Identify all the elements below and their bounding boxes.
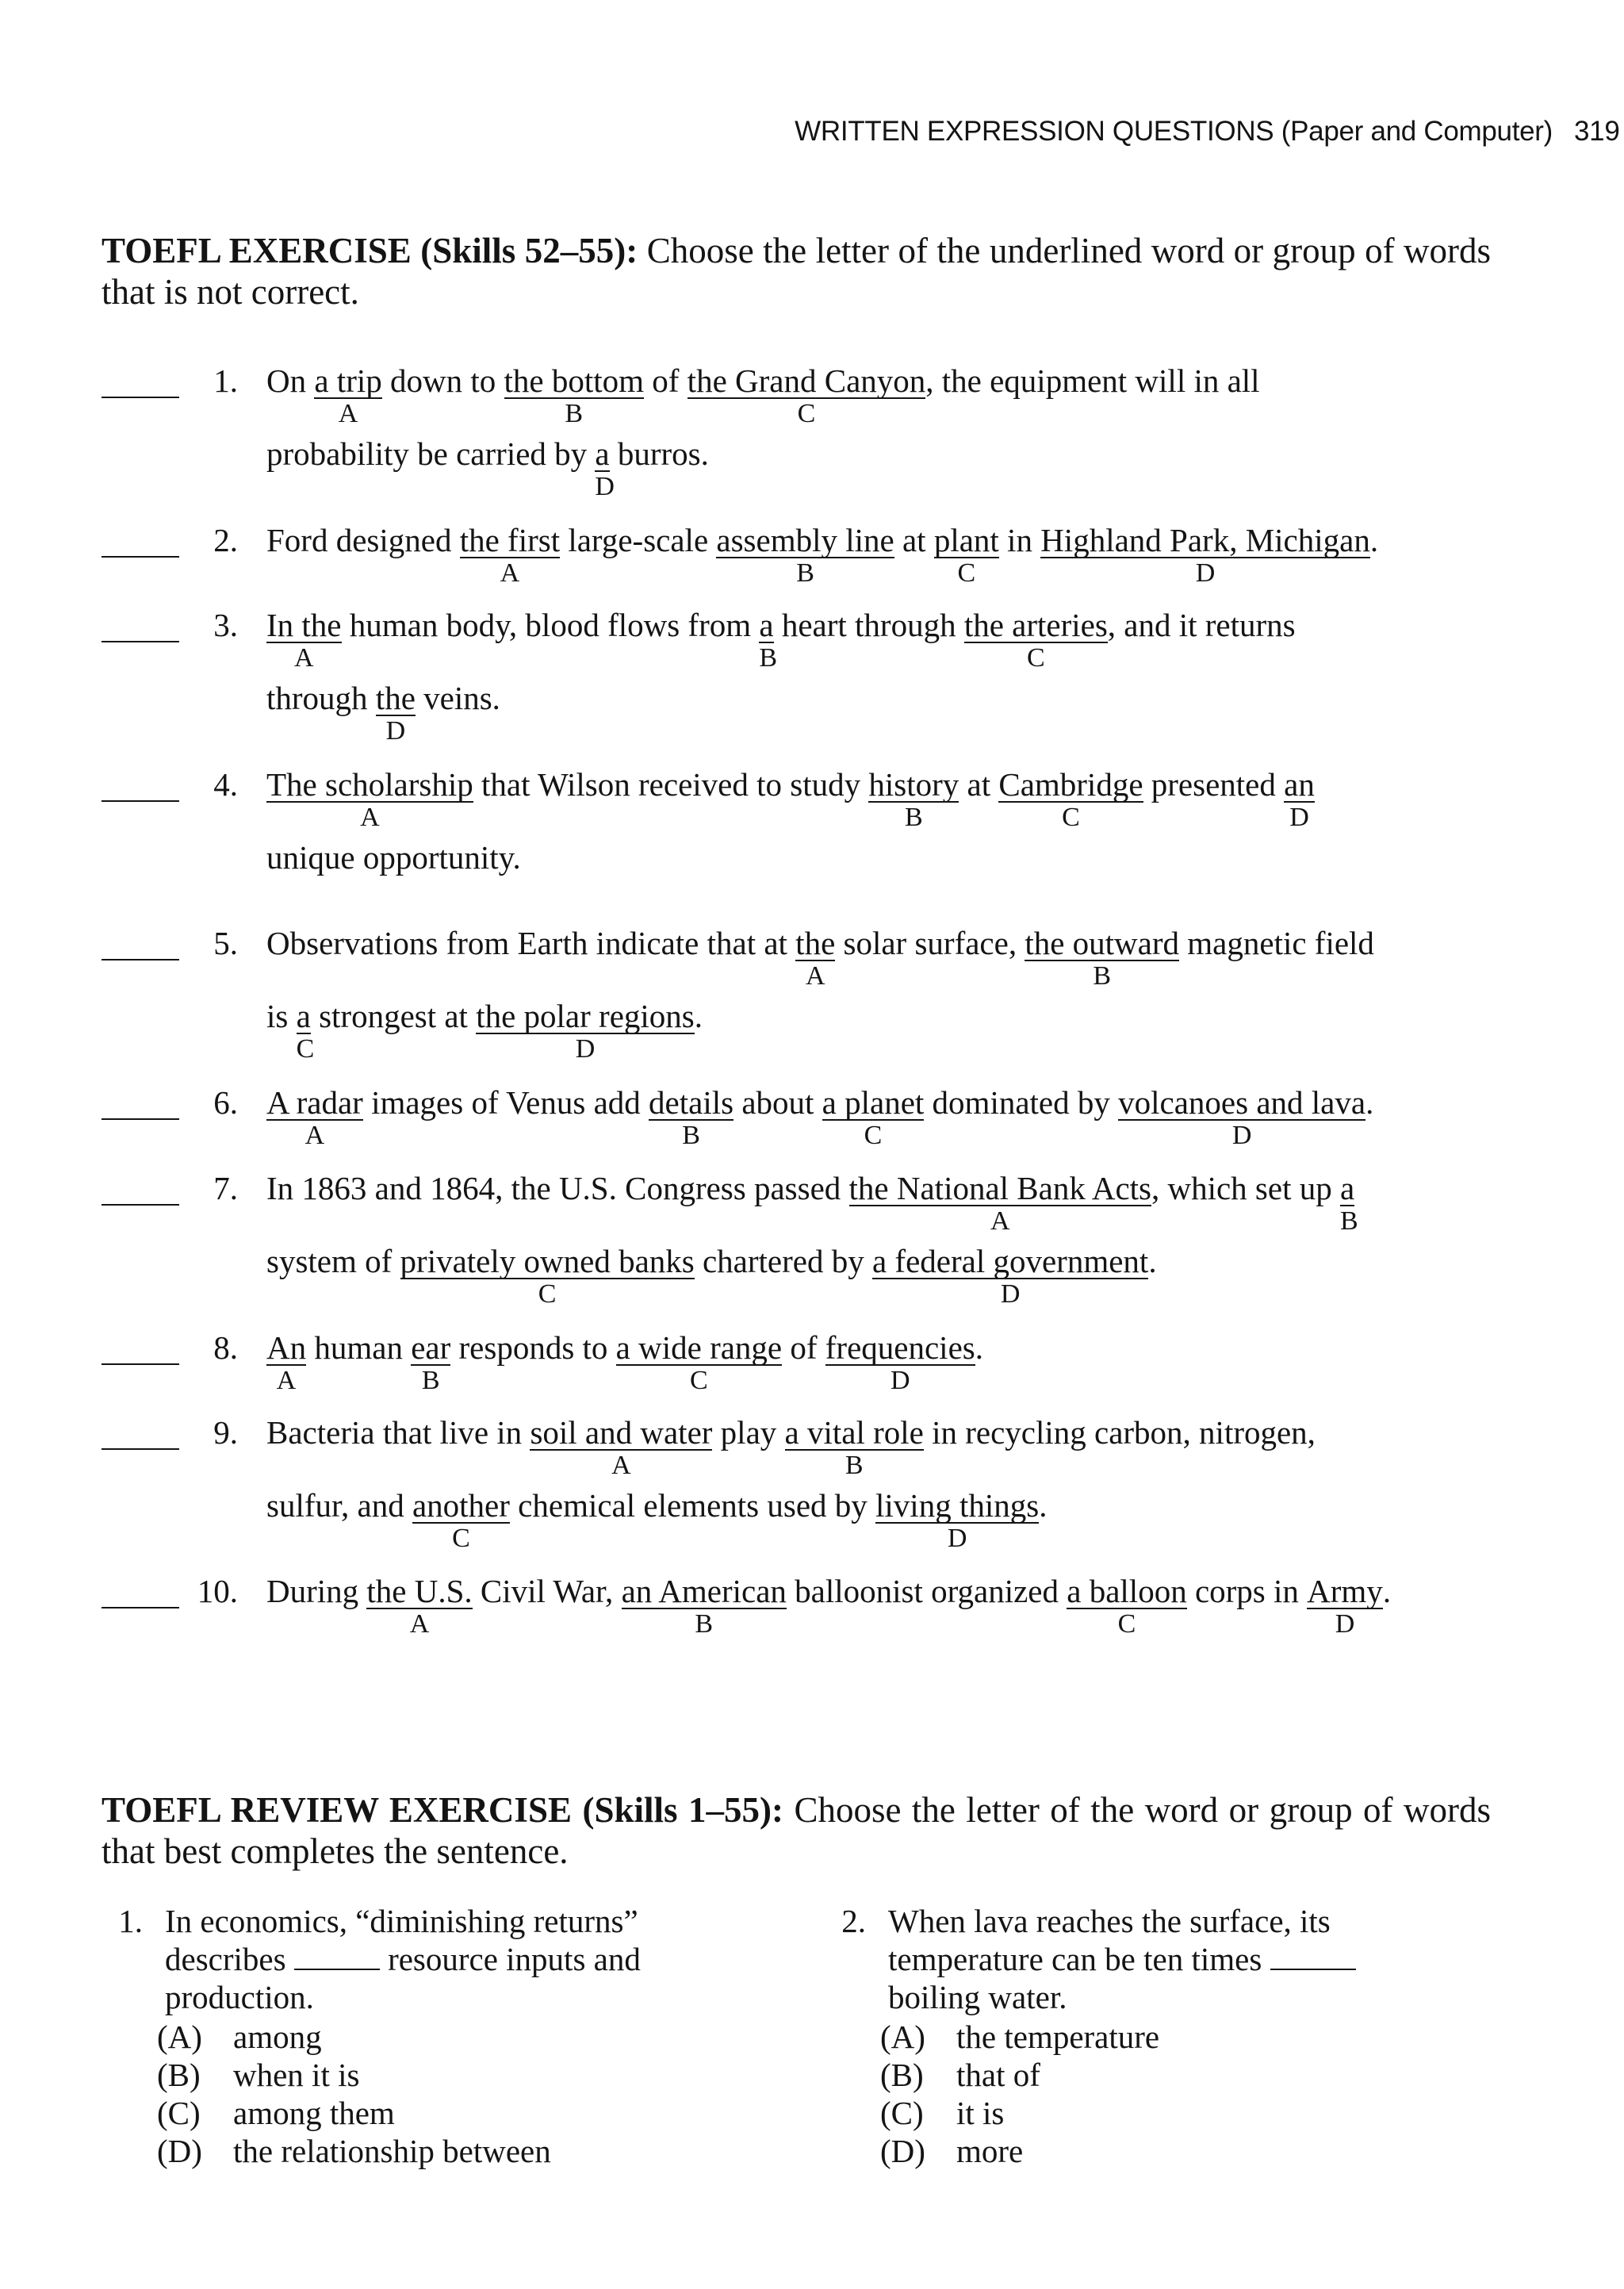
answer-option[interactable] [880,2018,1159,2056]
review-exercise-title: TOEFL REVIEW EXERCISE (Skills 1–55): [102,1790,783,1830]
question-text: through [266,680,376,716]
underlined-text: the polar regions [476,998,695,1034]
question-line [266,841,521,874]
underlined-text: volcanoes and lava [1118,1084,1366,1121]
underlined-text: a [759,607,774,643]
question-text: . [1148,1243,1157,1279]
choice-letter: C [1062,803,1080,832]
option-text: among [233,2019,322,2055]
question-text: play [712,1414,785,1451]
answer-option[interactable] [157,2094,551,2132]
question-line [266,1243,1157,1309]
review-question-stem [888,1902,1396,2016]
underlined-text: history [868,766,959,803]
choice-letter: B [759,643,778,673]
fill-in-blank [294,1945,380,1970]
underlined-text: a federal government [871,1243,1149,1279]
underlined-text: the [375,680,416,716]
underlined-choice [784,1414,924,1480]
underlined-choice [615,1329,783,1395]
question-text: heart through [773,607,964,643]
choice-letter: A [338,399,358,428]
question-text: Civil War, [472,1573,622,1609]
underlined-text: a trip [314,362,382,399]
question-text: burros. [609,435,709,472]
underlined-text: frequencies [825,1329,975,1366]
underlined-choice [825,1329,975,1395]
answer-option[interactable] [880,2056,1159,2094]
choice-letter: B [421,1366,440,1395]
answer-option[interactable] [880,2132,1159,2170]
underlined-text: assembly line [716,522,894,558]
question-line [266,1329,983,1395]
question-item [102,1414,1497,1553]
question-number: 8. [213,1329,238,1366]
question-text: . [975,1329,983,1366]
underlined-choice [759,607,778,673]
underlined-text: soil and water [530,1414,713,1451]
question-line [266,766,1315,832]
question-text: in [998,522,1041,558]
choice-letter: C [957,558,976,588]
question-number: 6. [213,1084,238,1121]
answer-options [880,2018,1159,2170]
underlined-choice [1025,925,1180,991]
choice-letter: C [1117,1609,1136,1639]
question-text: at [894,522,934,558]
question-text: responds to [450,1329,616,1366]
underlined-choice [366,1573,473,1639]
underlined-choice [687,362,926,428]
choice-letter: D [947,1524,967,1553]
question-text: balloonist organized [786,1573,1067,1609]
review-question-stem [165,1902,688,2016]
underlined-text: a planet [822,1084,925,1121]
option-label: (C) [157,2095,201,2131]
underlined-choice [875,1487,1040,1553]
underlined-choice [649,1084,734,1150]
underlined-choice [871,1243,1149,1309]
review-exercise-instruction: Choose the letter of the word or group of words that best completes the sentence. [102,1790,1492,1871]
option-text: it is [956,2095,1005,2131]
option-label: (C) [880,2095,924,2131]
underlined-choice [530,1414,713,1480]
question-number: 1. [213,362,238,399]
underlined-text: an [1284,766,1315,803]
question-number: 3. [213,607,238,643]
underlined-choice [296,998,315,1064]
underlined-choice [795,925,836,991]
choice-letter: D [385,716,406,746]
underlined-choice [266,1329,307,1395]
question-text: of [782,1329,825,1366]
choice-letter: C [864,1121,883,1150]
question-text: in recycling carbon, nitrogen, [923,1414,1316,1451]
option-text: the temperature [956,2019,1160,2055]
page-number: 319 [1574,116,1620,147]
option-label: (B) [157,2057,201,2093]
question-text: During [266,1573,367,1609]
question-number: 2. [213,522,238,558]
choice-letter: A [304,1121,325,1150]
fill-in-blank [1270,1945,1356,1970]
underlined-text: the National Bank Acts [848,1170,1151,1206]
option-text: among them [233,2095,395,2131]
underlined-choice [375,680,416,746]
stem-text: boiling water. [888,1979,1067,2015]
choice-letter: B [565,399,584,428]
stem-text: In economics, “diminishing returns” describes [165,1903,638,1977]
question-text: On [266,362,315,399]
question-line [266,435,709,501]
underlined-text: the bottom [504,362,645,399]
underlined-choice [933,522,999,588]
option-label: (D) [880,2133,925,2169]
question-text: . [1382,1573,1392,1609]
question-text: magnetic field [1179,925,1374,961]
underlined-choice [476,998,695,1064]
question-text: down to [381,362,504,399]
question-line [266,998,703,1064]
question-text: veins. [415,680,500,716]
question-line [266,1084,1374,1150]
option-label: (A) [157,2019,202,2055]
option-label: (B) [880,2057,924,2093]
choice-letter: B [682,1121,700,1150]
question-text: In 1863 and 1864, the U.S. Congress passed [266,1170,849,1206]
choice-letter: A [611,1451,631,1480]
choice-letter: A [293,643,314,673]
underlined-text: the Grand Canyon [687,362,926,399]
question-item [102,766,1497,876]
underlined-text: living things [875,1487,1040,1524]
question-line [266,362,1260,428]
underlined-text: a balloon [1067,1573,1187,1609]
exercise-title: TOEFL EXERCISE (Skills 52–55): [102,231,638,270]
underlined-choice [716,522,894,588]
choice-letter: C [296,1034,315,1064]
underlined-choice [1067,1573,1187,1639]
question-text: human [306,1329,412,1366]
question-text: chemical elements used by [509,1487,876,1524]
underlined-choice [314,362,382,428]
underlined-choice [412,1487,510,1553]
question-text: solar surface, [835,925,1025,961]
underlined-text: The scholarship [266,766,473,803]
question-number: 7. [213,1170,238,1206]
answer-option[interactable] [157,2132,551,2170]
underlined-choice [963,607,1108,673]
underlined-text: a [1339,1170,1355,1206]
choice-letter: C [538,1279,557,1309]
question-text: large-scale [560,522,717,558]
question-item [102,925,1497,1064]
underlined-text: the U.S. [366,1573,473,1609]
underlined-choice [266,607,342,673]
choice-letter: D [890,1366,910,1395]
question-text: . [1039,1487,1048,1524]
option-text: the relationship between [233,2133,551,2169]
answer-option[interactable] [157,2056,551,2094]
option-text: that of [956,2057,1040,2093]
underlined-text: an American [621,1573,787,1609]
underlined-text: Army [1307,1573,1383,1609]
underlined-text: the [795,925,836,961]
underlined-choice [1040,522,1370,588]
underlined-text: the first [459,522,561,558]
underlined-choice [1284,766,1315,832]
choice-letter: B [796,558,814,588]
question-text: about [733,1084,822,1121]
question-item [102,362,1497,501]
choice-letter: C [797,399,816,428]
choice-letter: D [595,472,615,501]
underlined-choice [1118,1084,1366,1150]
review-question-number: 2. [841,1903,866,1939]
question-line [266,925,1374,991]
choice-letter: C [452,1524,470,1553]
option-text: more [956,2133,1024,2169]
underlined-choice [848,1170,1151,1236]
question-item [102,607,1497,746]
underlined-choice [459,522,561,588]
underlined-choice [595,435,615,501]
choice-letter: B [695,1609,714,1639]
question-text: sulfur, and [266,1487,412,1524]
choice-letter: A [500,558,520,588]
question-text: at [959,766,999,803]
question-text: , and it returns [1107,607,1296,643]
question-text: strongest at [310,998,477,1034]
underlined-choice [411,1329,451,1395]
underlined-text: another [412,1487,510,1524]
choice-letter: B [1339,1206,1358,1236]
underlined-text: a [296,998,311,1034]
option-label: (D) [157,2133,202,2169]
question-text: corps in [1186,1573,1308,1609]
choice-letter: A [990,1206,1010,1236]
question-text: that Wilson received to study [473,766,869,803]
question-text: Ford designed [266,522,460,558]
option-text: when it is [233,2057,360,2093]
choice-letter: D [1231,1121,1252,1150]
stem-text: resource inputs and production. [165,1941,641,2015]
choice-letter: C [1026,643,1045,673]
question-item [102,1086,1497,1181]
underlined-text: ear [411,1329,451,1366]
underlined-text: a wide range [615,1329,783,1366]
choice-letter: B [904,803,923,832]
question-item [102,1170,1497,1309]
question-number: 4. [213,766,238,803]
underlined-text: Highland Park, Michigan [1040,522,1370,558]
question-text: presented [1143,766,1285,803]
question-line [266,1170,1358,1236]
question-text: , which set up [1151,1170,1340,1206]
choice-letter: B [845,1451,864,1480]
question-text: chartered by [694,1243,872,1279]
underlined-text: plant [933,522,999,558]
choice-letter: C [690,1366,708,1395]
review-question-item [834,1902,1484,2203]
question-text: system of [266,1243,400,1279]
choice-letter: D [1000,1279,1021,1309]
question-line [266,1573,1392,1639]
question-item [102,523,1497,619]
question-text: Bacteria that live in [266,1414,530,1451]
question-text: is [266,998,297,1034]
underlined-choice [998,766,1143,832]
underlined-text: the arteries [963,607,1108,643]
answer-option[interactable] [880,2094,1159,2132]
underlined-text: Cambridge [998,766,1143,803]
underlined-choice [868,766,959,832]
choice-letter: A [805,961,825,991]
question-text: human body, blood flows from [341,607,760,643]
underlined-text: a [595,435,610,472]
question-text: . [694,998,703,1034]
underlined-text: details [649,1084,734,1121]
question-text: of [644,362,688,399]
question-text: images of Venus add [362,1084,649,1121]
review-question-item [111,1902,761,2203]
underlined-text: A radar [266,1084,363,1121]
question-text: . [1365,1084,1374,1121]
option-label: (A) [880,2019,925,2055]
question-line [266,607,1296,673]
question-text: unique opportunity. [266,839,521,876]
underlined-text: privately owned banks [400,1243,695,1279]
choice-letter: A [276,1366,297,1395]
running-head-title: WRITTEN EXPRESSION QUESTIONS (Paper and Computer) [795,116,1553,147]
review-exercise-heading [102,1789,1491,1872]
underlined-text: An [266,1329,307,1366]
question-line [266,1414,1316,1480]
question-line [266,522,1379,588]
choice-letter: D [1289,803,1309,832]
underlined-text: In the [266,607,342,643]
question-text: Observations from Earth indicate that at [266,925,796,961]
choice-letter: D [1335,1609,1355,1639]
underlined-choice [504,362,645,428]
question-line [266,1487,1048,1553]
underlined-choice [1339,1170,1358,1236]
choice-letter: A [360,803,380,832]
underlined-choice [266,766,473,832]
question-text: dominated by [924,1084,1119,1121]
choice-letter: A [409,1609,430,1639]
stem-text: When lava reaches the surface, its temperature can be ten times [888,1903,1331,1977]
question-item [102,1574,1497,1670]
question-item [102,1331,1497,1426]
question-number: 5. [213,925,238,961]
exercise-heading [102,230,1491,312]
choice-letter: D [575,1034,596,1064]
question-text: , the equipment will in all [925,362,1260,399]
answer-options [157,2018,551,2170]
underlined-choice [400,1243,695,1309]
choice-letter: B [1093,961,1112,991]
underlined-choice [822,1084,925,1150]
underlined-text: the outward [1025,925,1180,961]
question-number: 10. [197,1573,238,1609]
question-text: probability be carried by [266,435,596,472]
question-text: . [1369,522,1379,558]
answer-option[interactable] [157,2018,551,2056]
running-head [0,116,1620,148]
question-number: 9. [213,1414,238,1451]
question-line [266,680,500,746]
underlined-choice [1307,1573,1383,1639]
choice-letter: D [1195,558,1216,588]
underlined-choice [266,1084,363,1150]
review-question-number: 1. [118,1903,143,1939]
exercise-instruction: Choose the letter of the underlined word or group of words that is not correct. [102,231,1492,312]
underlined-text: a vital role [784,1414,924,1451]
underlined-choice [621,1573,787,1639]
